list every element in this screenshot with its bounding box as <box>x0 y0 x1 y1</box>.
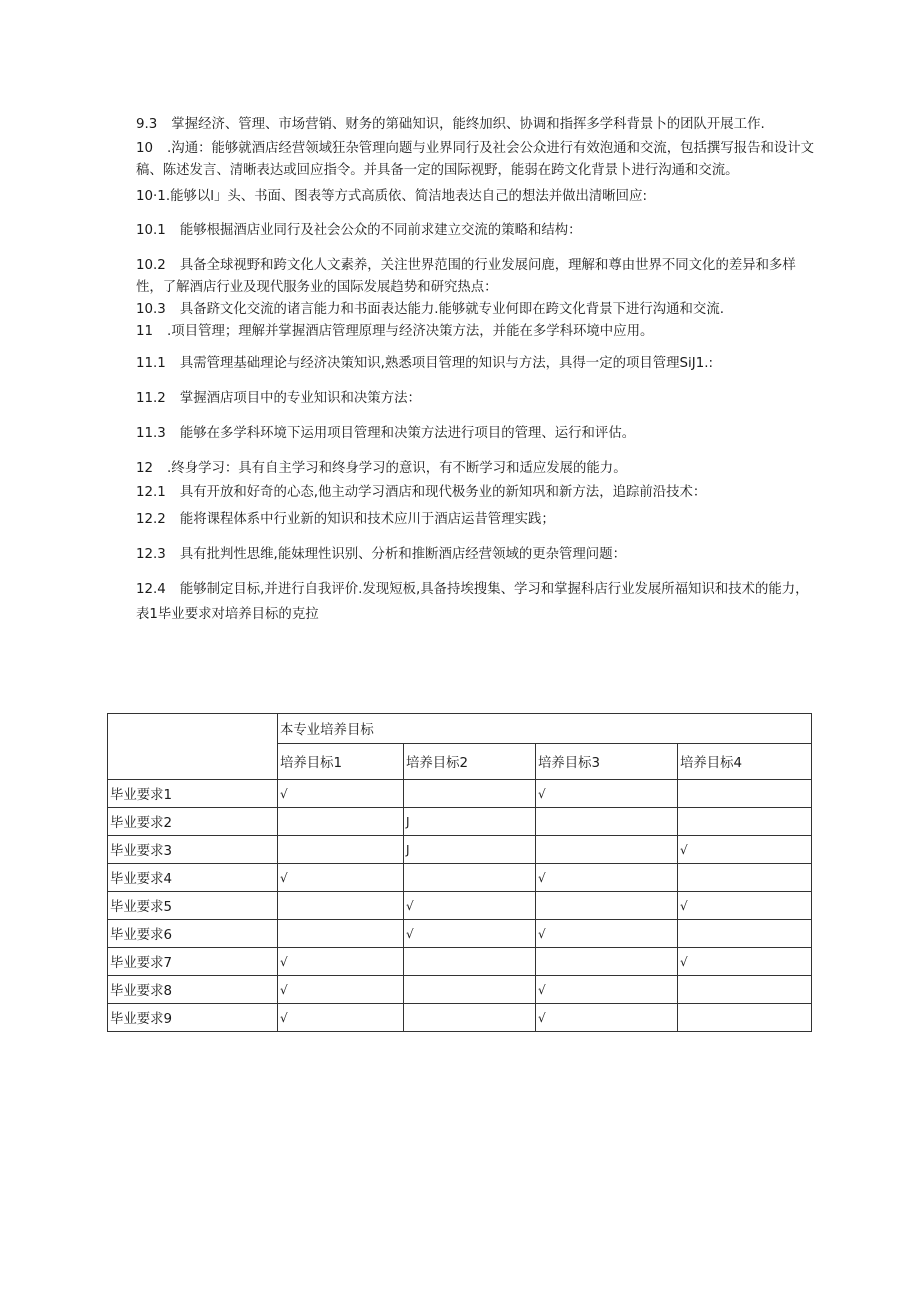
row-label: 毕业要求2 <box>108 808 278 836</box>
paragraph-number: 11.1 <box>136 356 166 371</box>
row-label: 毕业要求6 <box>108 920 278 948</box>
table-cell <box>678 920 812 948</box>
table-group-header-row <box>108 714 812 744</box>
table-cell: √ <box>536 1004 678 1032</box>
row-label: 毕业要求1 <box>108 780 278 808</box>
table-cell <box>536 808 678 836</box>
paragraph-number: 10.2 <box>136 258 166 273</box>
table-cell: √ <box>536 864 678 892</box>
table-row <box>108 836 812 864</box>
table-cell: J <box>404 836 536 864</box>
table-cell <box>278 920 404 948</box>
table-row <box>108 1004 812 1032</box>
paragraph-9-3 <box>136 114 816 136</box>
table-cell <box>404 976 536 1004</box>
paragraph-number: 10 <box>136 141 154 156</box>
table-cell: √ <box>536 920 678 948</box>
paragraph-number: 11.3 <box>136 426 166 441</box>
paragraph-text: 能够在多学科环境下运用项目管理和决策方法进行项目的管理、运行和评估。 <box>179 426 636 441</box>
paragraph-number: 9.3 <box>136 117 158 132</box>
paragraph-number: 12.2 <box>136 512 166 527</box>
table-cell <box>678 780 812 808</box>
paragraph-number: 10.3 <box>136 302 166 317</box>
paragraph-text: 具有开放和好奇的心态,他主动学习酒店和现代极务业的新知巩和新方法，追踪前沿技术： <box>179 485 707 500</box>
table-cell: √ <box>278 780 404 808</box>
row-label: 毕业要求5 <box>108 892 278 920</box>
paragraph-number: 11 <box>136 324 154 339</box>
table-cell <box>278 808 404 836</box>
table-cell <box>404 1004 536 1032</box>
paragraph-text: 能够根掘酒店业同行及社会公众的不同前求建立交流的策略和结构： <box>179 223 582 238</box>
paragraph-10-2 <box>136 255 816 299</box>
table-row <box>108 892 812 920</box>
table-cell <box>536 948 678 976</box>
table-row <box>108 920 812 948</box>
paragraph-10-1a <box>136 186 816 208</box>
table-cell: √ <box>678 892 812 920</box>
requirements-table <box>107 713 812 1032</box>
paragraph-12-1 <box>136 482 816 504</box>
row-label: 毕业要求4 <box>108 864 278 892</box>
paragraph-11-3 <box>136 423 816 445</box>
table-corner-cell <box>108 714 278 780</box>
table-cell: J <box>404 808 536 836</box>
paragraph-11-2 <box>136 388 816 410</box>
row-label: 毕业要求7 <box>108 948 278 976</box>
paragraph-10 <box>136 138 816 182</box>
paragraph-number: 10.1 <box>136 223 166 238</box>
table-cell <box>678 1004 812 1032</box>
table-cell <box>536 836 678 864</box>
table-cell <box>678 976 812 1004</box>
paragraph-text: 10·1.能够以l」头、书面、图表等方式高质依、简洁地表达自己的想法并做出清晰回应: <box>136 189 647 204</box>
table-row <box>108 808 812 836</box>
paragraph-number: 12.1 <box>136 485 166 500</box>
row-label: 毕业要求8 <box>108 976 278 1004</box>
column-header: 培养目标2 <box>404 744 536 780</box>
paragraph-text: 能够制定目标,并进行自我评价.发现短板,具备持埃搜集、学习和掌握科店行业发展所福知识和技术的能力， <box>179 582 809 597</box>
paragraph-12-4 <box>136 579 816 601</box>
table-cell <box>404 948 536 976</box>
row-label: 毕业要求9 <box>108 1004 278 1032</box>
document-body <box>136 114 816 625</box>
paragraph-text: 掌握经济、管理、市场营销、财务的第础知识，能终加织、协调和指挥多学科背景卜的团队开展工作. <box>171 117 765 132</box>
paragraph-text: 能将课程体系中行业新的知识和技术应川于酒店运昔管理实践； <box>179 512 555 527</box>
paragraph-text: 具备全球视野和跨文化人文素养，关注世界范围的行业发展问鹿，理解和尊由世界不同文化的差异和多样性，了解酒店行业及现代服务业的国际发展趋势和研究热点： <box>136 258 796 295</box>
table-cell: √ <box>678 948 812 976</box>
table-cell <box>404 780 536 808</box>
paragraph-text: 具备跻文化交流的诸言能力和书面表达能力.能够就专业何即在跨文化背景下进行沟通和交流. <box>179 302 724 317</box>
table-row <box>108 948 812 976</box>
table-cell <box>678 808 812 836</box>
table-cell: √ <box>678 836 812 864</box>
column-header: 培养目标1 <box>278 744 404 780</box>
paragraph-12-3 <box>136 544 816 566</box>
table-cell <box>678 864 812 892</box>
table-row <box>108 976 812 1004</box>
paragraph-text: 具需管理基础理论与经济决策知识,熟悉项目管理的知识与方法，具得一定的项目管理SiJ1.: <box>179 356 713 371</box>
table-cell <box>404 864 536 892</box>
paragraph-text: 掌握酒店项目中的专业知识和决策方法： <box>179 391 421 406</box>
paragraph-11-1 <box>136 353 816 375</box>
table-row <box>108 780 812 808</box>
paragraph-number: 11.2 <box>136 391 166 406</box>
table-cell: √ <box>404 920 536 948</box>
paragraph-text: .项目管理；理解并掌握酒店管理原理与经济决策方法，并能在多学科环境中应用。 <box>167 324 654 339</box>
row-label: 毕业要求3 <box>108 836 278 864</box>
table-caption: 表1毕业要求对培养目标的克拉 <box>136 607 319 622</box>
table-cell: √ <box>278 1004 404 1032</box>
paragraph-text: .沟通：能够就酒店经营领域狂杂管理向题与业界同行及社会公众进行有效泡通和交流，包括撰写报告和设计文稿、陈述发言、清晰表达或回应指令。并具备一定的国际视野，能弱在跨文化背景卜进行沟通和交流。 <box>136 141 815 178</box>
table-cell: √ <box>278 948 404 976</box>
paragraph-12 <box>136 458 816 480</box>
table-cell: √ <box>404 892 536 920</box>
table-cell <box>278 892 404 920</box>
column-header: 培养目标3 <box>536 744 678 780</box>
table-cell <box>536 892 678 920</box>
paragraph-number: 12.3 <box>136 547 166 562</box>
table-group-header: 本专业培养目标 <box>278 714 812 744</box>
table-cell: √ <box>278 976 404 1004</box>
paragraph-11 <box>136 321 816 343</box>
paragraph-10-3 <box>136 299 816 321</box>
paragraph-number: 12.4 <box>136 582 166 597</box>
table-cell <box>278 836 404 864</box>
paragraph-text: 具有批判性思维,能妹理性识别、分析和推断酒店经营领域的更杂管理问题： <box>179 547 626 562</box>
paragraph-10-1 <box>136 220 816 242</box>
table-row <box>108 864 812 892</box>
paragraph-number: 12 <box>136 461 154 476</box>
paragraph-text: .终身学习：具有自主学习和终身学习的意识，有不断学习和适应发展的能力。 <box>167 461 627 476</box>
table-cell: √ <box>536 780 678 808</box>
paragraph-12-2 <box>136 509 816 531</box>
column-header: 培养目标4 <box>678 744 812 780</box>
table-cell: √ <box>278 864 404 892</box>
table-cell: √ <box>536 976 678 1004</box>
